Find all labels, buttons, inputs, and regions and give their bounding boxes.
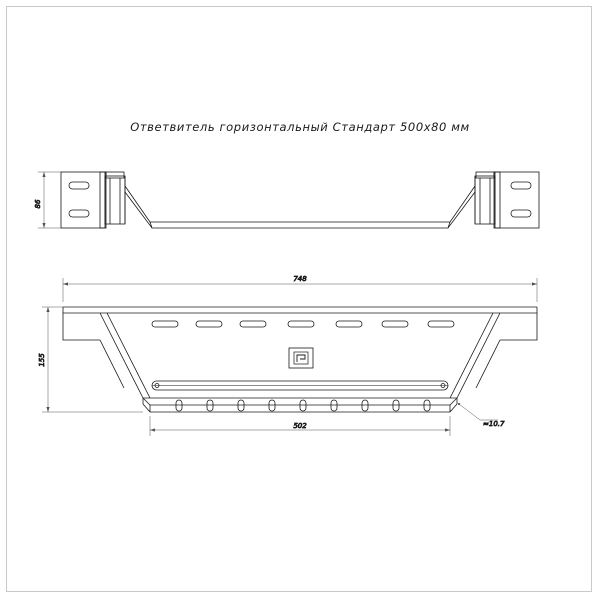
- bottom-slot-row: [176, 400, 430, 411]
- manufacturer-logo: [289, 348, 313, 368]
- front-view: [63, 307, 537, 412]
- dim-overall-height: 155: [38, 353, 46, 367]
- dim-top-height: 86: [34, 199, 42, 209]
- top-slot-row: [152, 321, 454, 327]
- top-view: [34, 172, 539, 228]
- dim-angle: ≈10.7: [483, 420, 505, 428]
- dim-inner-width: 502: [293, 422, 307, 430]
- page-title: Ответвитель горизонтальный Стандарт 500х80 мм: [130, 120, 470, 134]
- dim-overall-width: 748: [293, 275, 307, 283]
